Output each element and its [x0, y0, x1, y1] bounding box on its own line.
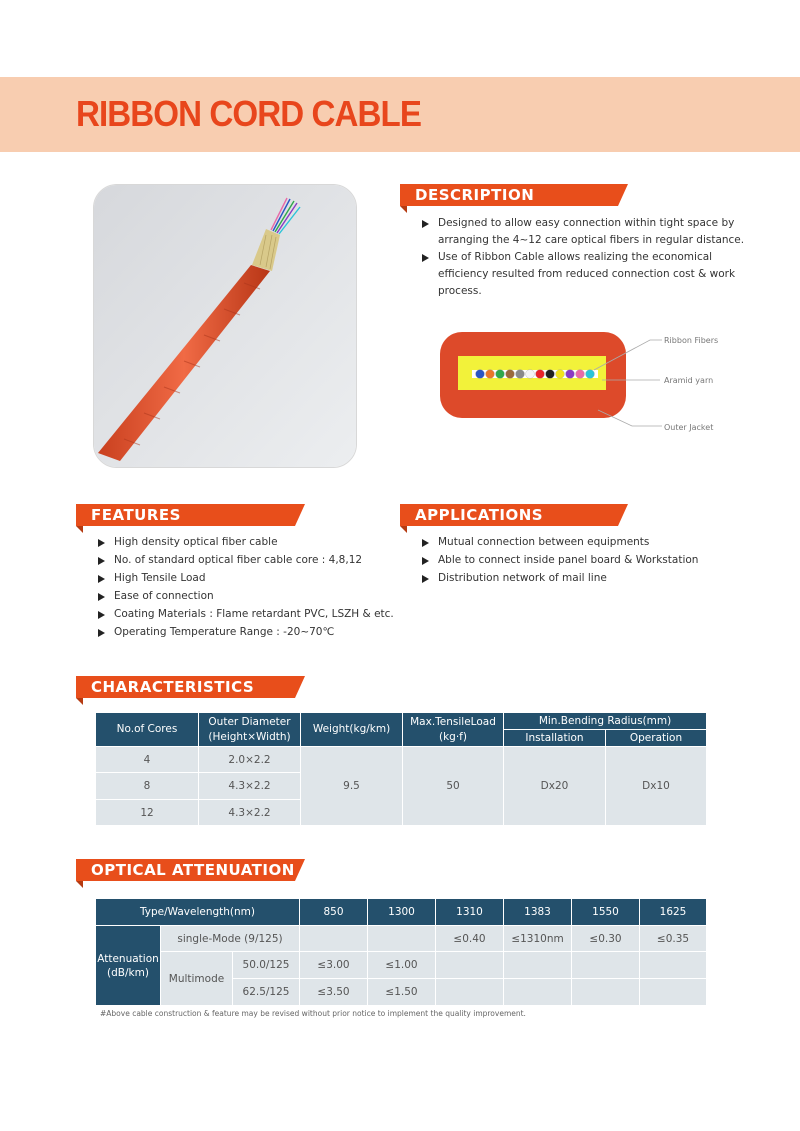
fiber-dot	[556, 370, 565, 379]
list-item: Distribution network of mail line	[420, 570, 750, 587]
value-cell	[572, 952, 640, 979]
value-cell	[300, 926, 368, 952]
bullet-triangle-icon	[98, 539, 105, 547]
header-fold	[76, 698, 83, 705]
optical-title: OPTICAL ATTENUATION	[76, 859, 295, 881]
list-item: No. of standard optical fiber cable core : 4,8,12	[96, 552, 396, 569]
cores-cell: 4	[96, 747, 199, 773]
features-list	[96, 534, 396, 642]
multimode-type-label: 50.0/125	[233, 952, 300, 979]
diameter-cell: 2.0×2.2	[199, 747, 301, 773]
value-cell	[368, 926, 436, 952]
diameter-cell: 4.3×2.2	[199, 773, 301, 800]
col-header-bending: Min.Bending Radius(mm)	[504, 713, 707, 730]
bullet-triangle-icon	[98, 611, 105, 619]
list-item: High density optical fiber cable	[96, 534, 396, 551]
fiber-dot	[526, 370, 535, 379]
single-mode-label: single-Mode (9/125)	[161, 926, 300, 952]
cores-cell: 8	[96, 773, 199, 800]
col-header-type: Type/Wavelength(nm)	[96, 899, 300, 926]
col-header-weight: Weight(kg/km)	[301, 713, 403, 747]
value-cell: ≤1.50	[368, 979, 436, 1006]
operation-cell: Dx10	[606, 747, 707, 826]
fiber-dot	[506, 370, 515, 379]
col-header-wavelength: 1625	[640, 899, 707, 926]
value-cell: ≤0.30	[572, 926, 640, 952]
characteristics-table	[95, 712, 707, 826]
list-item: Able to connect inside panel board & Workstation	[420, 552, 750, 569]
fiber-dot	[516, 370, 525, 379]
value-cell	[504, 952, 572, 979]
value-cell: ≤0.35	[640, 926, 707, 952]
value-cell: ≤1.00	[368, 952, 436, 979]
header-fold	[400, 526, 407, 533]
col-header-installation: Installation	[504, 730, 606, 747]
multimode-label: Multimode	[161, 952, 233, 1006]
attenuation-table	[95, 898, 707, 1006]
fiber-dot	[576, 370, 585, 379]
bullet-triangle-icon	[422, 254, 429, 262]
header-fold	[76, 881, 83, 888]
label-ribbon-fibers: Ribbon Fibers	[664, 336, 719, 345]
list-item: Use of Ribbon Cable allows realizing the economical efficiency resulted from reduced connection cost & work process.	[420, 249, 750, 300]
label-aramid-yarn: Aramid yarn	[664, 376, 714, 385]
bullet-triangle-icon	[98, 593, 105, 601]
col-header-wavelength: 1310	[436, 899, 504, 926]
value-cell	[504, 979, 572, 1006]
tensile-cell: 50	[403, 747, 504, 826]
col-header-wavelength: 1550	[572, 899, 640, 926]
bullet-triangle-icon	[98, 629, 105, 637]
bullet-triangle-icon	[422, 557, 429, 565]
page-title: RIBBON CORD CABLE	[76, 93, 421, 134]
table-row	[96, 747, 707, 773]
header-fold	[400, 206, 407, 213]
value-cell: ≤0.40	[436, 926, 504, 952]
value-cell	[436, 952, 504, 979]
list-item: High Tensile Load	[96, 570, 396, 587]
list-item: Designed to allow easy connection within tight space by arranging the 4~12 care optical fibers in regular distance.	[420, 215, 750, 249]
value-cell	[640, 979, 707, 1006]
header-fold	[76, 526, 83, 533]
cable-cross-section-diagram	[420, 326, 750, 436]
col-header-operation: Operation	[606, 730, 707, 747]
characteristics-title: CHARACTERISTICS	[76, 676, 295, 698]
value-cell: ≤1310nm	[504, 926, 572, 952]
col-header-tensile: Max.TensileLoad (kg·f)	[403, 713, 504, 747]
description-title: DESCRIPTION	[400, 184, 618, 206]
fiber-dot	[586, 370, 595, 379]
fiber-dot	[566, 370, 575, 379]
applications-list	[420, 534, 750, 588]
label-outer-jacket: Outer Jacket	[664, 423, 714, 432]
col-header-wavelength: 1383	[504, 899, 572, 926]
value-cell: ≤3.00	[300, 952, 368, 979]
col-header-outer-diameter: Outer Diameter (Height×Width)	[199, 713, 301, 747]
fiber-dot	[496, 370, 505, 379]
table-row	[96, 926, 707, 952]
value-cell	[572, 979, 640, 1006]
bullet-triangle-icon	[98, 575, 105, 583]
value-cell	[640, 952, 707, 979]
weight-cell: 9.5	[301, 747, 403, 826]
multimode-type-label: 62.5/125	[233, 979, 300, 1006]
cores-cell: 12	[96, 800, 199, 826]
applications-title: APPLICATIONS	[400, 504, 618, 526]
bullet-triangle-icon	[422, 575, 429, 583]
list-item: Coating Materials : Flame retardant PVC, LSZH & etc.	[96, 606, 396, 623]
features-title: FEATURES	[76, 504, 295, 526]
list-item: Operating Temperature Range : -20~70℃	[96, 624, 396, 641]
cable-photo	[93, 184, 357, 468]
bullet-triangle-icon	[422, 220, 429, 228]
value-cell	[436, 979, 504, 1006]
bullet-triangle-icon	[422, 539, 429, 547]
table-row	[96, 952, 707, 979]
fiber-dot	[536, 370, 545, 379]
fiber-dot	[546, 370, 555, 379]
list-item: Ease of connection	[96, 588, 396, 605]
bullet-triangle-icon	[98, 557, 105, 565]
col-header-wavelength: 1300	[368, 899, 436, 926]
diameter-cell: 4.3×2.2	[199, 800, 301, 826]
footnote: #Above cable construction & feature may be revised without prior notice to implement the quality improvement.	[100, 1009, 526, 1018]
col-header-wavelength: 850	[300, 899, 368, 926]
description-list	[420, 215, 750, 300]
col-header-cores: No.of Cores	[96, 713, 199, 747]
list-item: Mutual connection between equipments	[420, 534, 750, 551]
value-cell: ≤3.50	[300, 979, 368, 1006]
installation-cell: Dx20	[504, 747, 606, 826]
cable-illustration	[94, 185, 356, 467]
fiber-dot	[476, 370, 485, 379]
attenuation-label: Attenuation (dB/km)	[96, 926, 161, 1006]
fiber-dot	[486, 370, 495, 379]
